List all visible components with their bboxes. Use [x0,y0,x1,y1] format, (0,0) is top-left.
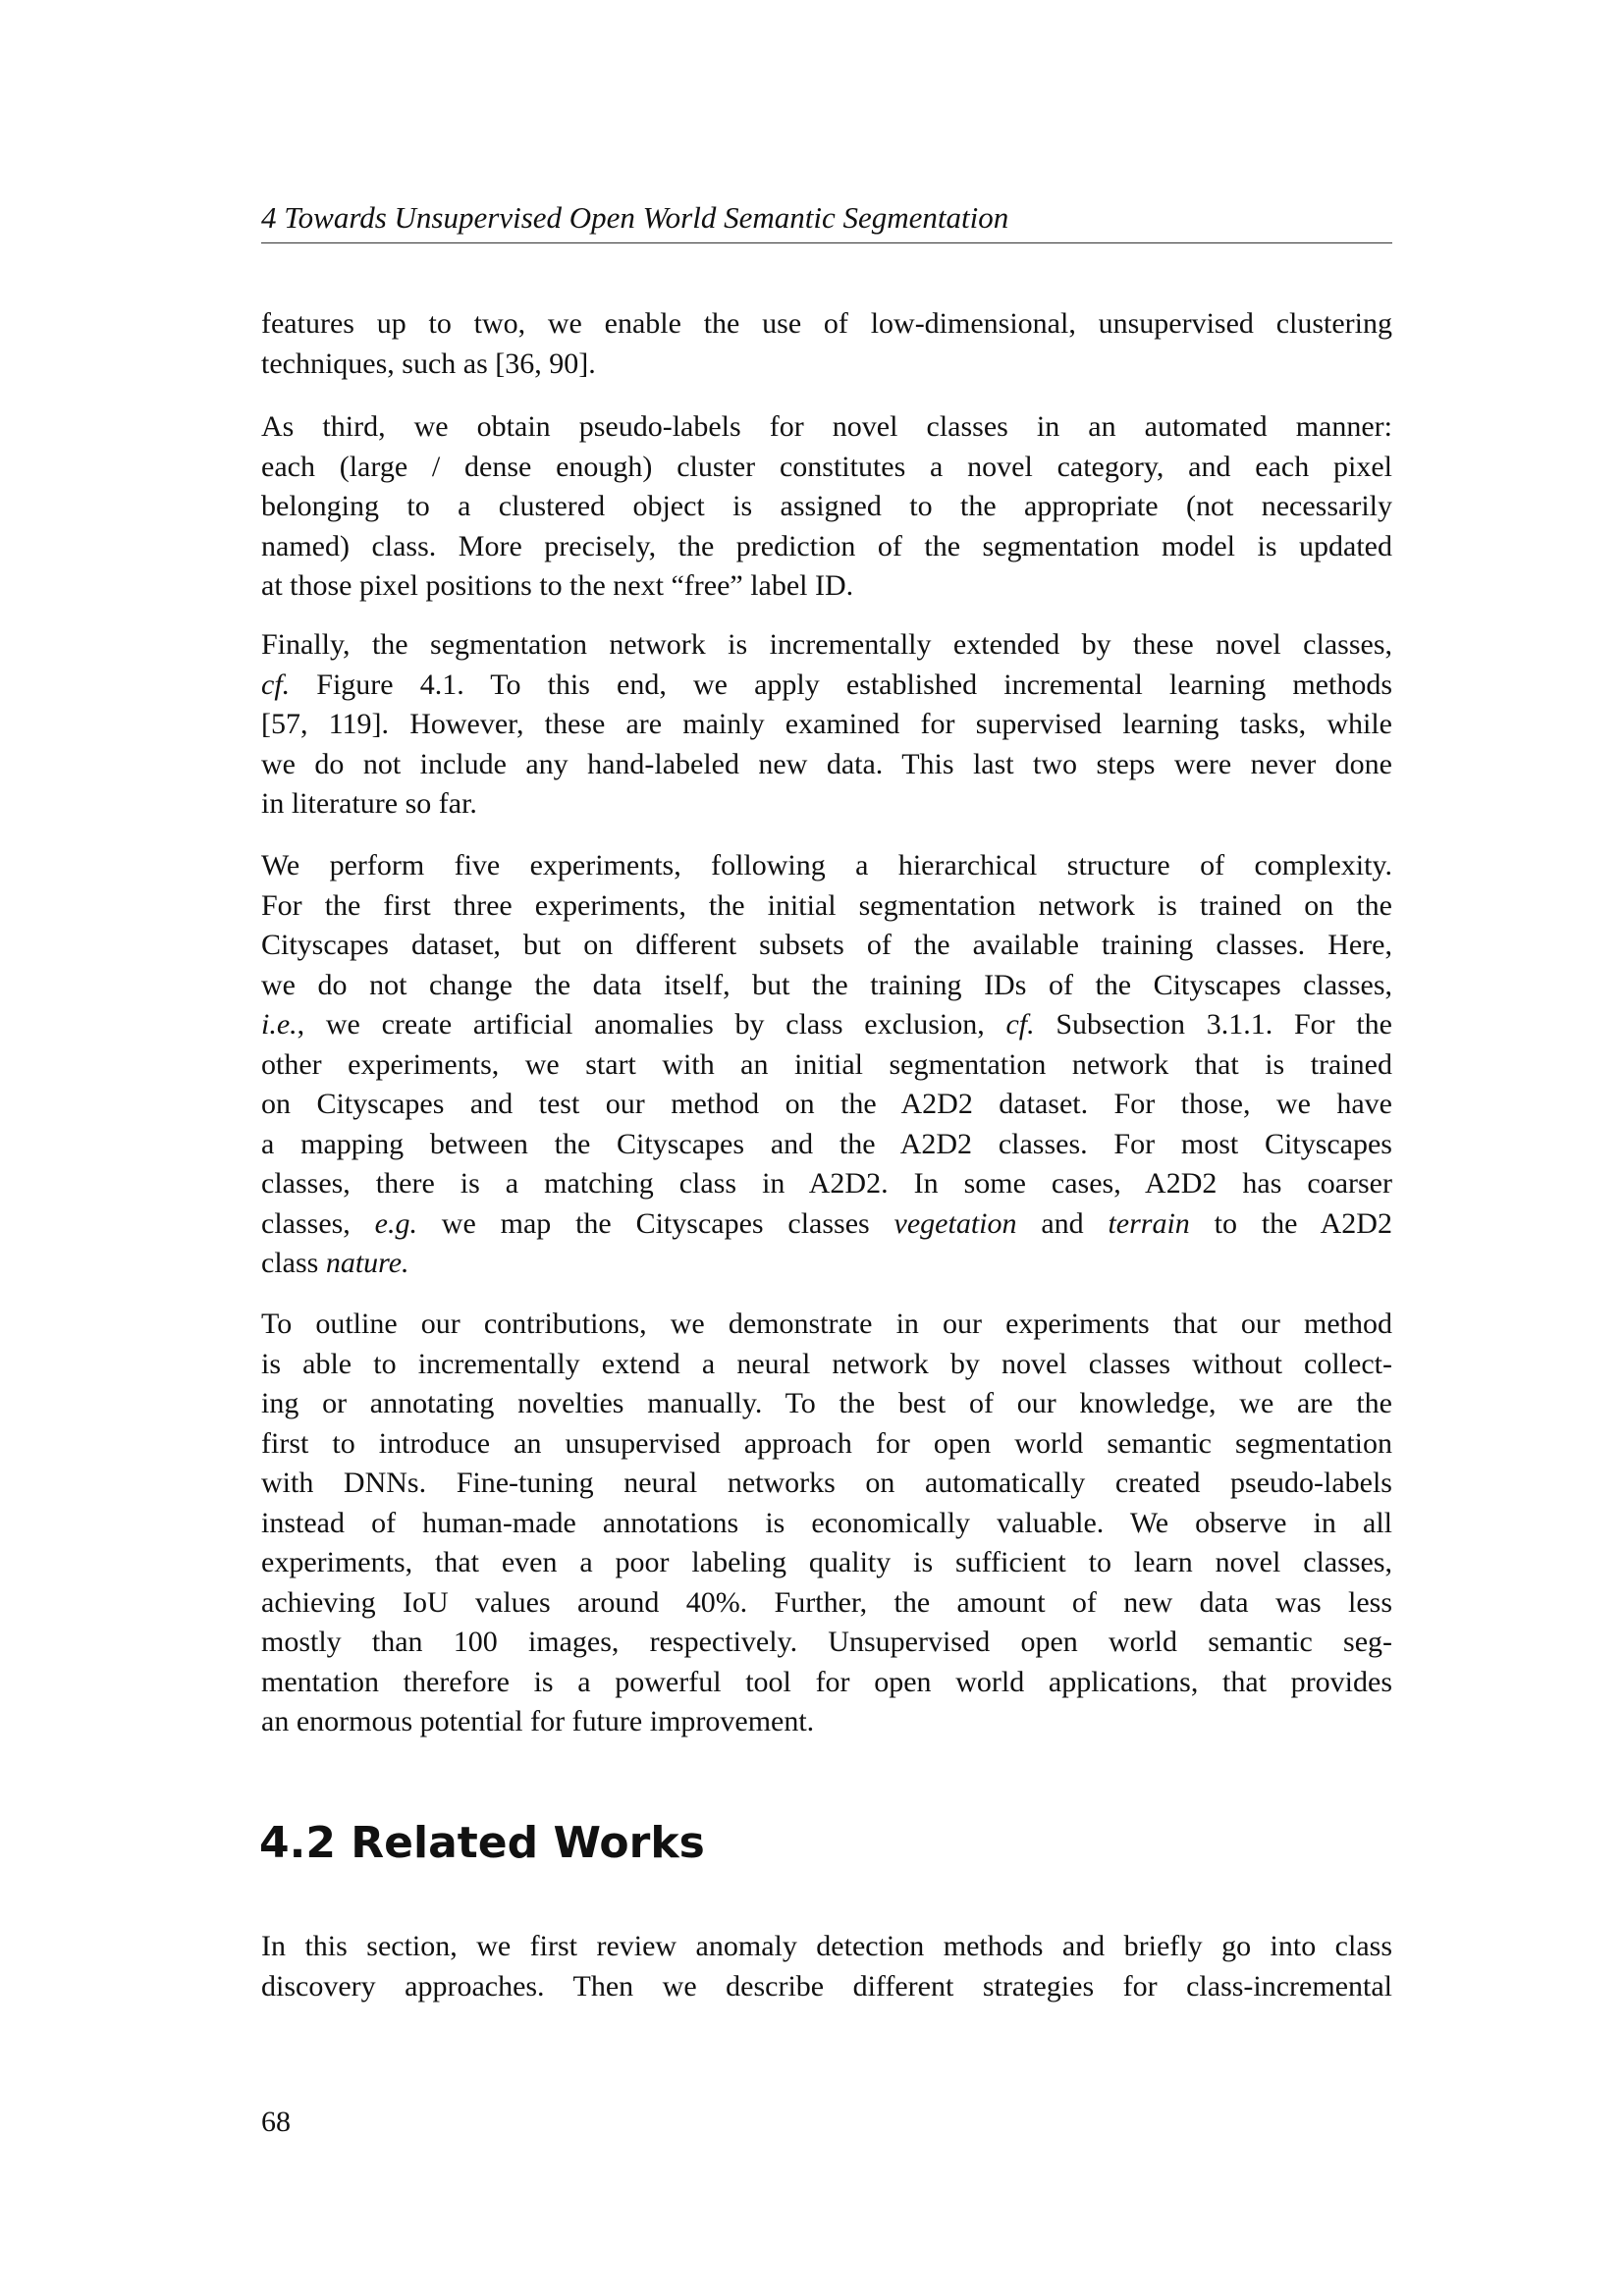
text-span: To outline our contributions, we demonstrate in our experiments that our method [261,1308,1392,1340]
text-line [261,566,1392,607]
text-span: we do not include any hand-labeled new data. This last two steps were never done [261,747,1392,780]
text-line [261,1504,1392,1544]
text-line [261,1663,1392,1703]
text-span: ing or annotating novelties manually. To the best of our knowledge, we are the [261,1387,1392,1419]
running-header: 4 Towards Unsupervised Open World Semantic Segmentation [261,200,1009,235]
text-line [261,966,1392,1006]
text-line [261,1005,1392,1045]
text-span: As third, we obtain pseudo-labels for novel classes in an automated manner: [261,410,1392,443]
text-span: other experiments, we start with an initial segmentation network that is trained [261,1047,1392,1081]
italic-text: cf. [261,667,291,701]
text-span: class [261,1247,326,1279]
paragraph [261,1927,1392,2006]
text-line [261,1384,1392,1424]
text-line [261,304,1392,345]
text-line [261,1085,1392,1125]
text-line [261,1424,1392,1465]
text-line [261,705,1392,745]
paragraph [261,304,1392,384]
text-line [261,1125,1392,1165]
text-line [261,926,1392,966]
text-span: and [1016,1206,1109,1240]
italic-text: i.e. [261,1008,298,1041]
italic-text: e.g. [374,1206,417,1240]
text-line [261,1967,1392,2007]
text-line [261,1583,1392,1624]
text-line [261,1623,1392,1663]
italic-text: vegetation [893,1206,1017,1240]
text-span: we map the Cityscapes classes [416,1206,894,1240]
text-span: a mapping between the Cityscapes and the A2D2 classes. For most Cityscapes [261,1127,1392,1160]
text-line [261,1045,1392,1086]
text-span: achieving IoU values around 40%. Further, the amount of new data was less [261,1585,1392,1619]
text-span: named) class. More precisely, the prediction of the segmentation model is updated [261,529,1392,562]
text-span: experiments, that even a poor labeling quality is sufficient to learn novel classes, [261,1546,1392,1578]
text-line [261,487,1392,527]
text-span: is able to incrementally extend a neural network by novel classes without collect- [261,1347,1392,1380]
text-span: an enormous potential for future improvement. [261,1705,815,1737]
italic-text: nature. [325,1247,409,1279]
page-number: 68 [261,2106,291,2138]
text-span: on Cityscapes and test our method on the A2D2 dataset. For those, we have [261,1088,1392,1120]
text-span: For the first three experiments, the initial segmentation network is trained on the [261,888,1392,922]
paragraph [261,1305,1392,1742]
text-line [261,1464,1392,1504]
text-line [261,1305,1392,1345]
text-line [261,345,1392,385]
text-span: with DNNs. Fine-tuning neural networks on automatically created pseudo-labels [261,1467,1392,1499]
paragraph [261,846,1392,1284]
text-line [261,1345,1392,1385]
text-span: classes, [261,1206,375,1240]
text-span: each (large / dense enough) cluster constitutes a novel category, and each pixel [261,450,1392,483]
text-line [261,846,1392,886]
text-span: mostly than 100 images, respectively. Unsupervised open world semantic seg- [261,1626,1392,1658]
text-span: We perform five experiments, following a hierarchical structure of complexity. [261,849,1392,881]
text-span: classes, there is a matching class in A2D2. In some cases, A2D2 has coarser [261,1167,1392,1200]
text-line [261,1927,1392,1967]
text-span: Subsection 3.1.1. For the [1034,1008,1392,1041]
text-line [261,1543,1392,1583]
text-line [261,407,1392,448]
text-span: Finally, the segmentation network is incrementally extended by these novel classes, [261,628,1392,661]
text-span: In this section, we first review anomaly detection methods and briefly go into class [261,1930,1392,1962]
text-span: Figure 4.1. To this end, we apply established incremental learning methods [290,667,1392,701]
text-span: discovery approaches. Then we describe different strategies for class-incremental [261,1969,1392,2002]
text-span: Cityscapes dataset, but on different subsets of the available training classes. Here, [261,929,1392,961]
text-line [261,1204,1392,1245]
text-span: we do not change the data itself, but the training IDs of the Cityscapes classes, [261,968,1392,1001]
italic-text: terrain [1108,1206,1190,1240]
text-line [261,1244,1392,1284]
text-span: to the A2D2 [1189,1206,1392,1240]
text-span: belonging to a clustered object is assigned to the appropriate (not necessarily [261,490,1392,522]
text-span: at those pixel positions to the next “free” label ID. [261,569,854,602]
text-line [261,448,1392,488]
text-span: [57, 119]. However, these are mainly examined for supervised learning tasks, while [261,708,1392,740]
text-line [261,745,1392,785]
header-rule [261,242,1392,243]
text-line [261,666,1392,706]
text-line [261,1702,1392,1742]
text-span: mentation therefore is a powerful tool for open world applications, that provides [261,1665,1392,1698]
text-span: instead of human-made annotations is economically valuable. We observe in all [261,1506,1392,1539]
paragraph [261,625,1392,825]
section-heading: 4.2 Related Works [259,1818,705,1868]
text-line [261,527,1392,567]
text-span: features up to two, we enable the use of low-dimensional, unsupervised clustering [261,307,1392,340]
text-span: techniques, such as [36, 90]. [261,347,596,380]
text-span: in literature so far. [261,787,477,820]
text-line [261,784,1392,825]
paragraph [261,407,1392,607]
text-line [261,1164,1392,1204]
text-line [261,886,1392,927]
text-span: , we create artificial anomalies by class exclusion, [297,1008,1006,1041]
italic-text: cf. [1005,1008,1035,1041]
text-line [261,625,1392,666]
text-span: first to introduce an unsupervised approach for open world semantic segmentation [261,1426,1392,1460]
